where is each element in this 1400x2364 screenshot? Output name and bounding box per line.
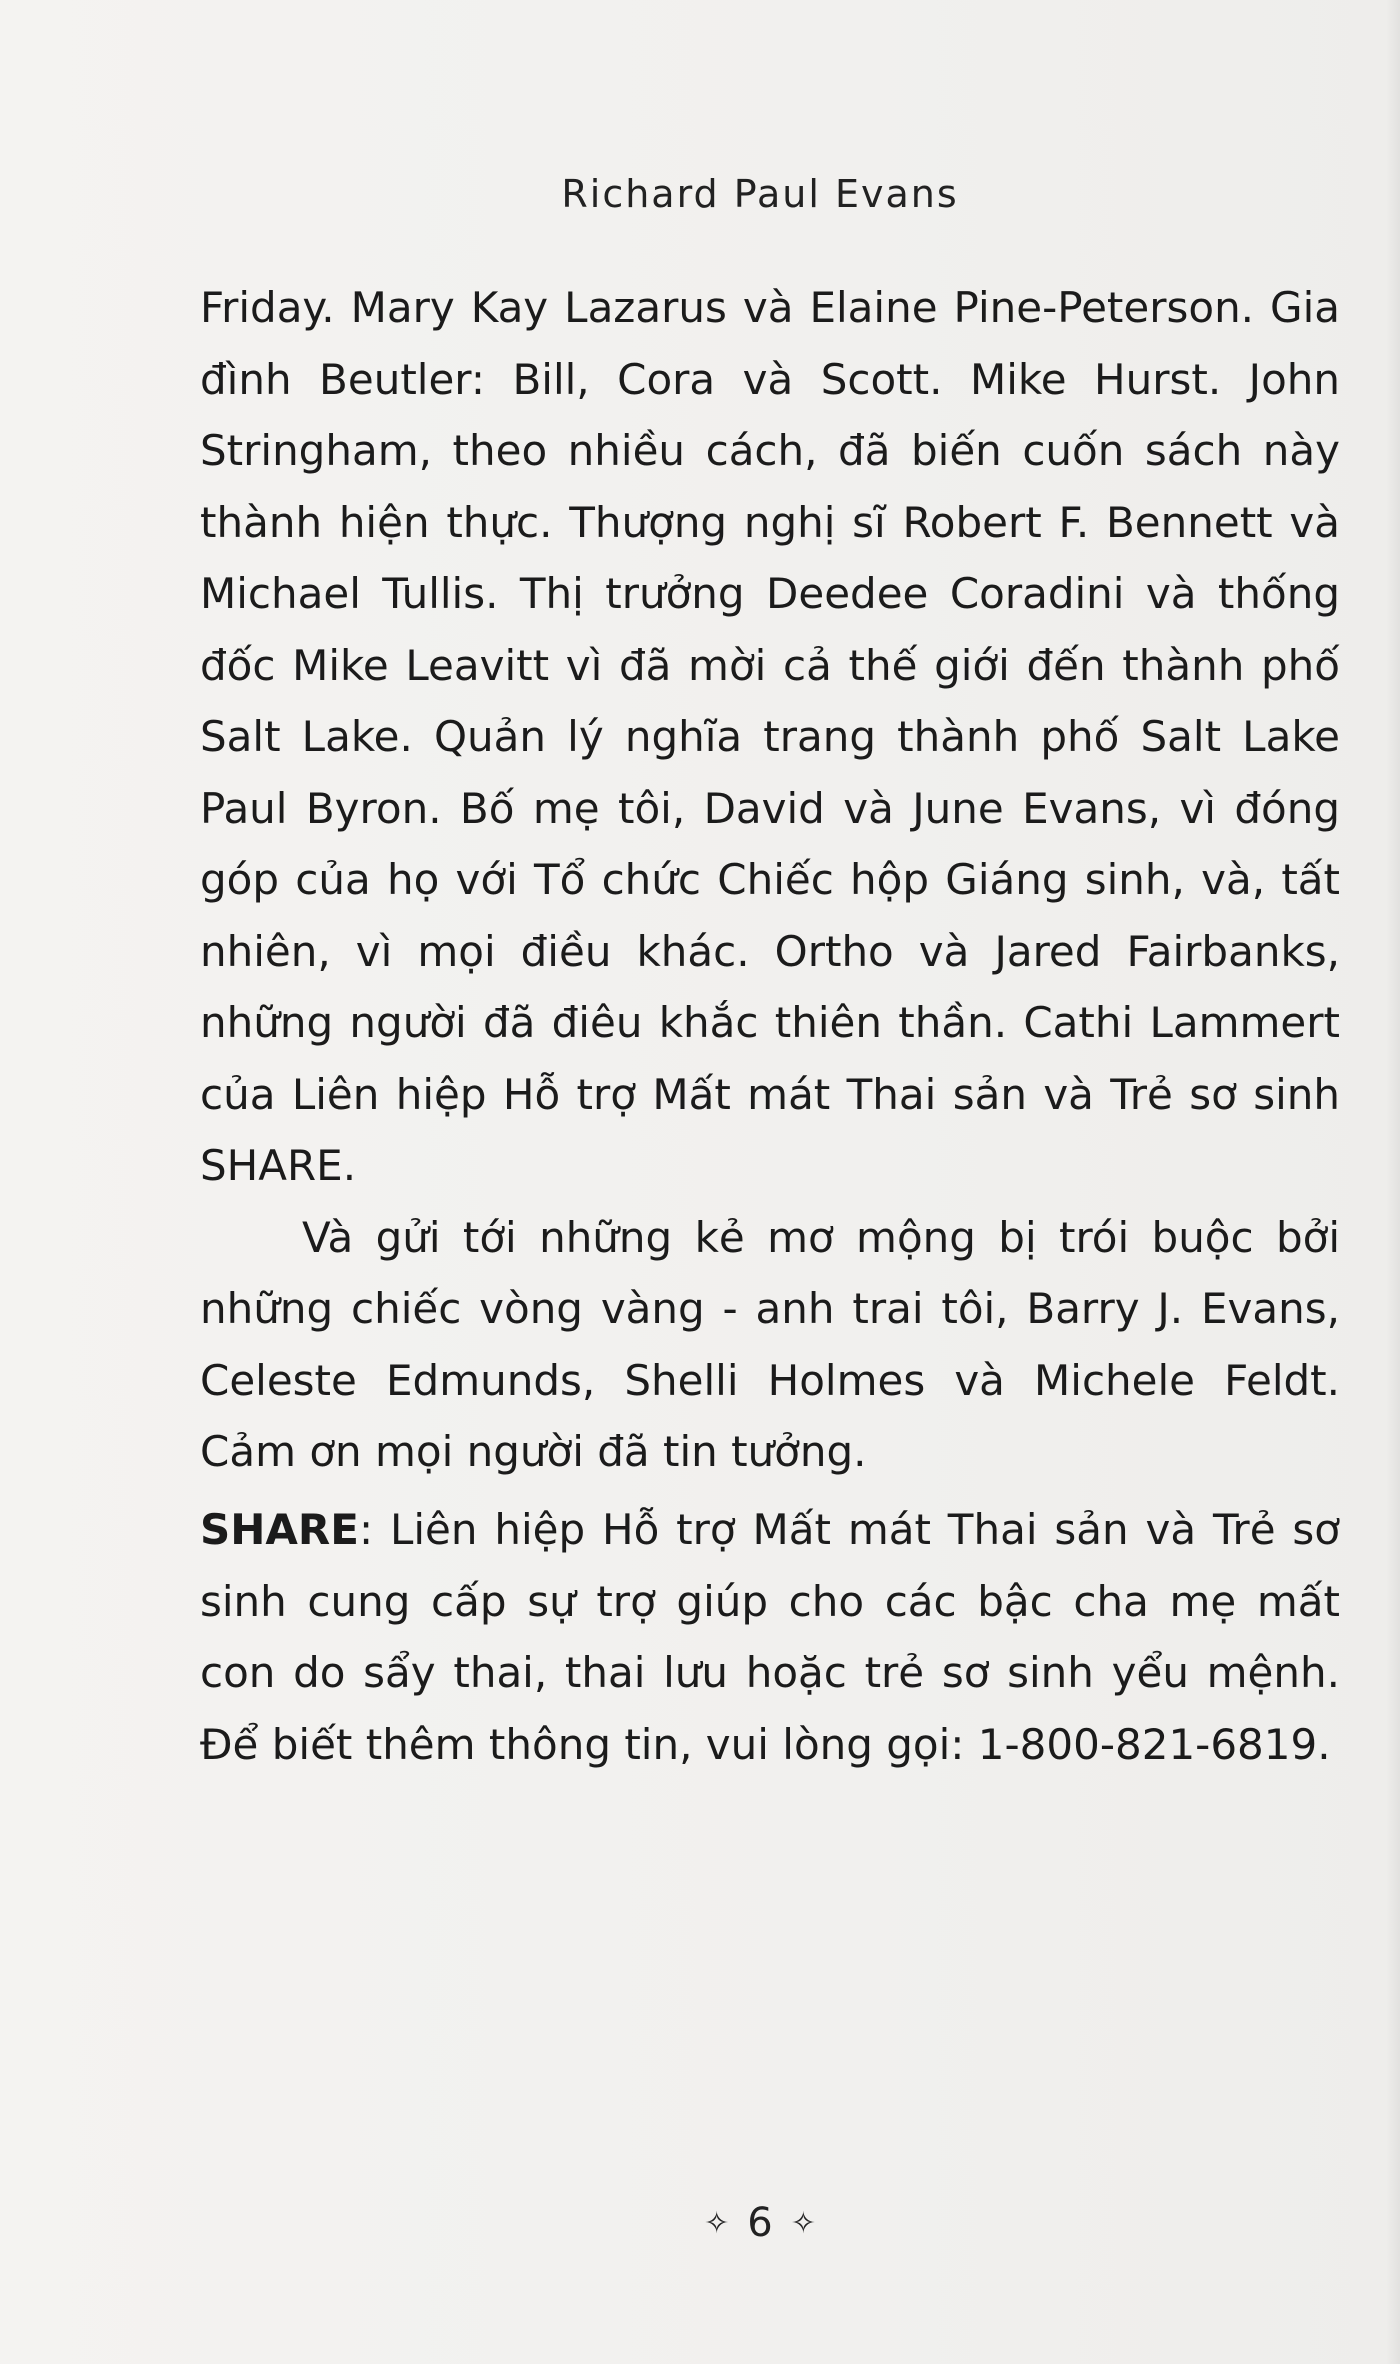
share-note-text: : Liên hiệp Hỗ trợ Mất mát Thai sản và Trẻ sơ sinh cung cấp sự trợ giúp cho các bậc cha mẹ mất con do sẩy thai, thai lưu hoặc trẻ sơ sinh yểu mệnh. Để biết thêm thông tin, vui lòng gọi: 1-800-821-6819. — [200, 1505, 1340, 1769]
ornament-left-icon: ✧ — [704, 2206, 730, 2241]
paragraph-1: Friday. Mary Kay Lazarus và Elaine Pine-Peterson. Gia đình Beutler: Bill, Cora và Scott. Mike Hurst. John Stringham, theo nhiều cách, đã biến cuốn sách này thành hiện thực. Thượng nghị sĩ Robert F. Bennett và Michael Tullis. Thị trưởng Deedee Coradini và thống đốc Mike Leavitt vì đã mời cả thế giới đến thành phố Salt Lake. Quản lý nghĩa trang thành phố Salt Lake Paul Byron. Bố mẹ tôi, David và June Evans, vì đóng góp của họ với Tổ chức Chiếc hộp Giáng sinh, và, tất nhiên, vì mọi điều khác. Ortho và Jared Fairbanks, những người đã điêu khắc thiên thần. Cathi Lammert của Liên hiệp Hỗ trợ Mất mát Thai sản và Trẻ sơ sinh SHARE. — [200, 283, 1340, 1190]
share-note — [200, 1494, 1340, 1780]
share-note-label: SHARE — [200, 1505, 359, 1554]
page-number-footer — [0, 2200, 1400, 2246]
paragraph-2: Và gửi tới những kẻ mơ mộng bị trói buộc bởi những chiếc vòng vàng - anh trai tôi, Barry J. Evans, Celeste Edmunds, Shelli Holmes và Michele Feldt. Cảm ơn mọi người đã tin tưởng. — [200, 1212, 1340, 1476]
page-edge-shadow — [1386, 0, 1400, 2364]
running-head-author: Richard Paul Evans — [561, 172, 959, 216]
ornament-right-icon: ✧ — [790, 2206, 816, 2241]
page-number: 6 — [747, 2200, 773, 2246]
acknowledgements-text — [200, 272, 1340, 1488]
